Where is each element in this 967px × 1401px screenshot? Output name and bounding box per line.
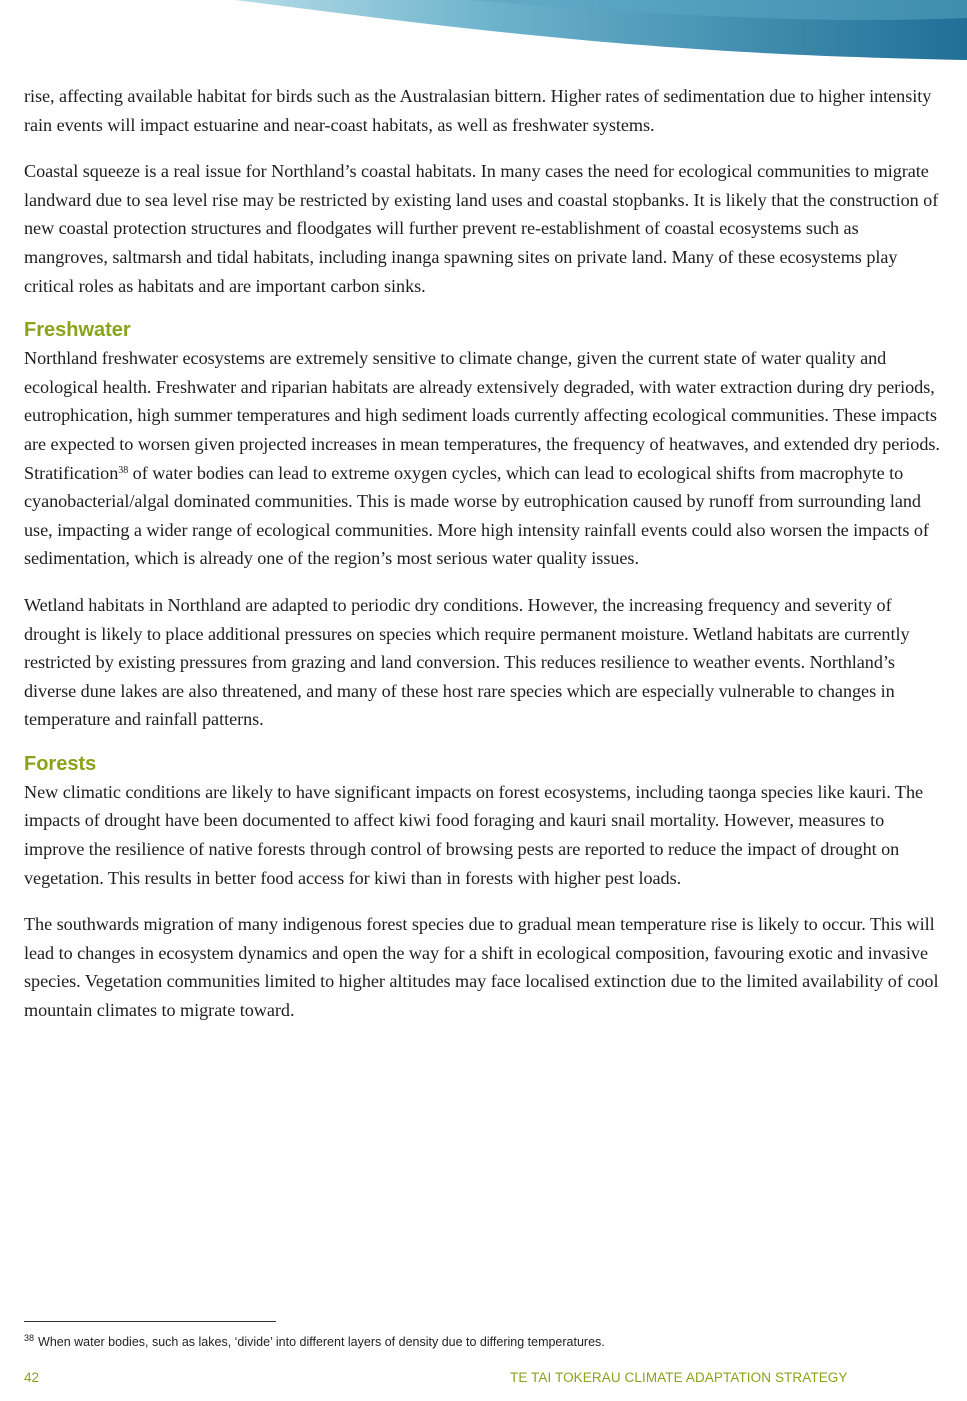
footnote-number: 38: [24, 1333, 35, 1343]
header-wave-banner: [0, 0, 967, 70]
coastal-squeeze-paragraph: Coastal squeeze is a real issue for Northland’s coastal habitats. In many cases the need for ecological communities to migrate landward due to sea level rise may be restricted by existing land uses and coastal stopbanks. It is likely that the construction of new coastal protection structures and floodgates will further prevent re-establishment of coastal ecosystems such as mangroves, saltmarsh and tidal habitats, including inanga spawning sites on private land. Many of these ecosystems play critical roles as habitats and are important carbon sinks.: [24, 161, 939, 296]
footnote-reference-38[interactable]: 38: [118, 464, 129, 476]
footnote-text: When water bodies, such as lakes, ‘divide’ into different layers of density due to differing temperatures.: [38, 1335, 605, 1349]
freshwater-p1-text-after: of water bodies can lead to extreme oxygen cycles, which can lead to ecological shifts from macrophyte to cyanobacterial/algal dominated communities. This is made worse by eutrophication caused by runoff from surrounding land use, impacting a wider range of ecological communities. More high intensity rainfall events could also worsen the impacts of sedimentation, which is already one of the region’s most serious water quality issues.: [24, 462, 929, 569]
footnote-separator: [24, 1321, 276, 1322]
wetland-paragraph: Wetland habitats in Northland are adapted to periodic dry conditions. However, the increasing frequency and severity of drought is likely to place additional pressures on species which require permanent moisture. Wetland habitats are currently restricted by existing pressures from grazing and land conversion. This reduces resilience to weather events. Northland’s diverse dune lakes are also threatened, and many of these host rare species which are especially vulnerable to changes in temperature and rainfall patterns.: [24, 594, 910, 730]
footnote-38: [24, 1335, 605, 1349]
page-number: 42: [24, 1370, 40, 1385]
freshwater-p1-text-before: Northland freshwater ecosystems are extremely sensitive to climate change, given the current state of water quality and ecological health. Freshwater and riparian habitats are already extensively degraded, with water extraction during dry periods, eutrophication, high summer temperatures and high sediment loads currently affecting ecological communities. These impacts are expected to worsen given projected increases in mean temperatures, the frequency of heatwaves, and extended dry periods. Stratification: [24, 348, 940, 483]
freshwater-heading: Freshwater: [24, 319, 131, 342]
freshwater-paragraph-1: [24, 344, 944, 573]
main-content: [24, 82, 944, 1043]
intro-paragraph-1: rise, affecting available habitat for birds such as the Australasian bittern. Higher rates of sedimentation due to higher intensity rain events will impact estuarine and near-coast habitats, as well as freshwater systems.: [24, 86, 932, 135]
forests-heading: Forests: [24, 752, 97, 775]
forests-paragraph-2: The southwards migration of many indigenous forest species due to gradual mean temperature rise is likely to occur. This will lead to changes in ecosystem dynamics and open the way for a shift in ecological composition, favouring exotic and invasive species. Vegetation communities limited to higher altitudes may face localised extinction due to the limited availability of cool mountain climates to migrate toward.: [24, 914, 939, 1021]
document-title-footer: TE TAI TOKERAU CLIMATE ADAPTATION STRATEGY: [510, 1370, 848, 1385]
forests-paragraph-1: New climatic conditions are likely to have significant impacts on forest ecosystems, including taonga species like kauri. The impacts of drought have been documented to affect kiwi food foraging and kauri snail mortality. However, measures to improve the resilience of native forests through control of browsing pests are reported to reduce the impact of drought on vegetation. This results in better food access for kiwi than in forests with higher pest loads.: [24, 781, 924, 888]
